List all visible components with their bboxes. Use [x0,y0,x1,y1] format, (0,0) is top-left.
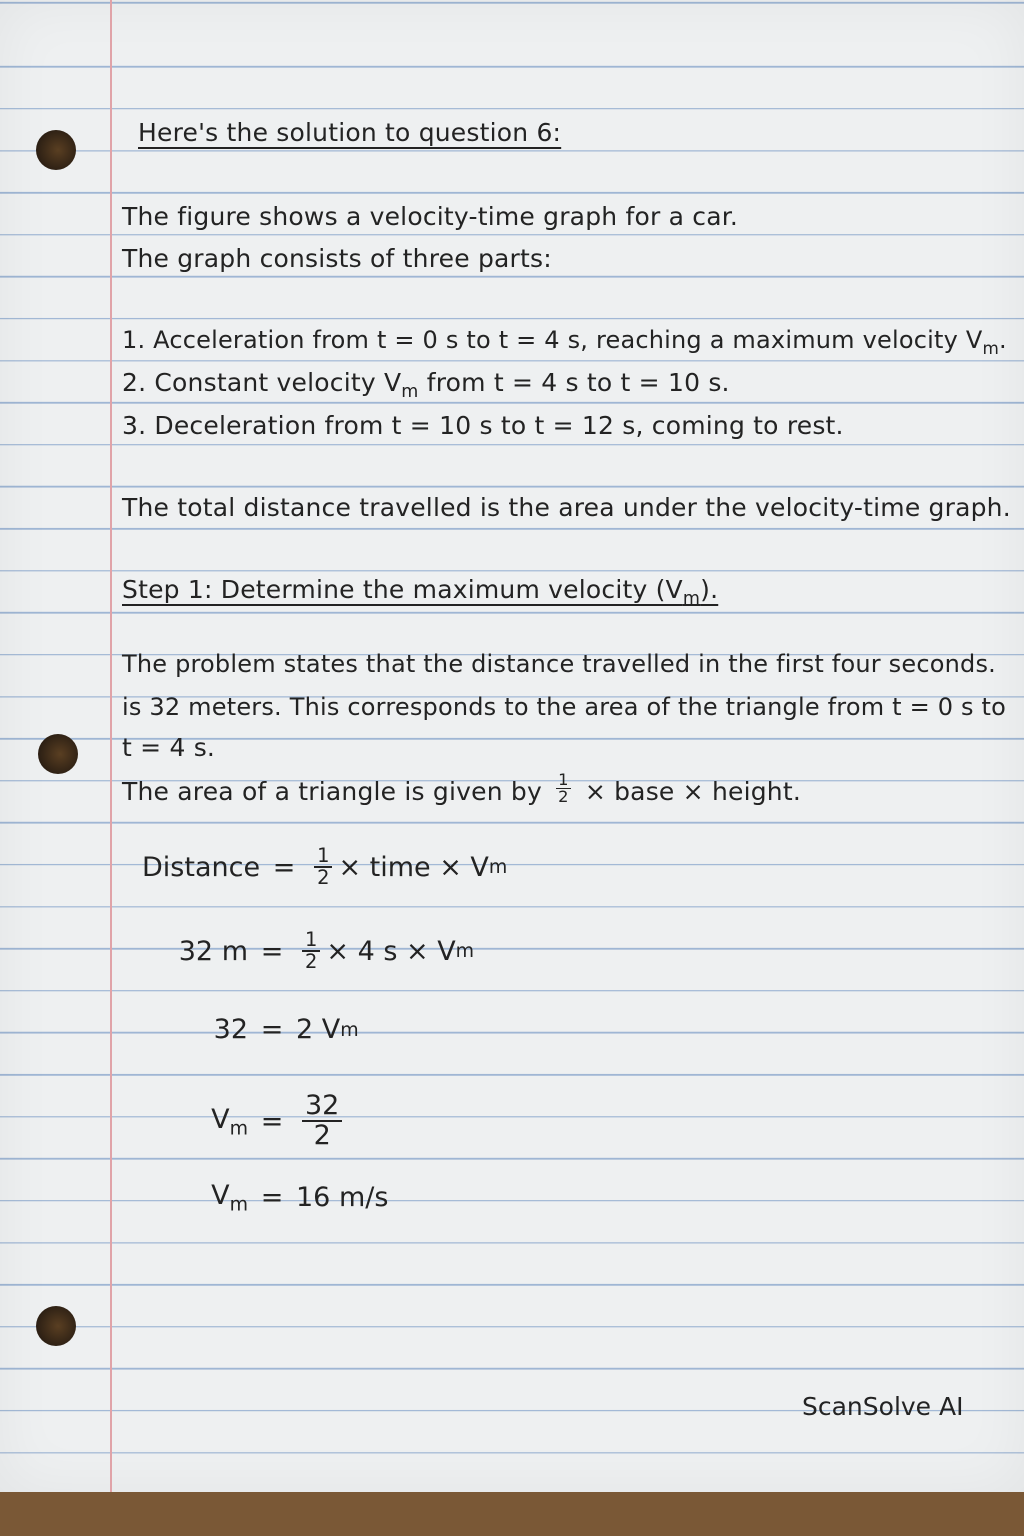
problem-line-3: t = 4 s. [122,733,216,762]
problem-line-1: The problem states that the distance travelled in the first four seconds. [122,650,996,678]
equation-vm-result: $V_m$ = 16 m/s [211,1180,389,1216]
punch-hole-middle [38,734,78,774]
triangle-formula: The area of a triangle is given by $\frac{1}{2}$ × base × height. [122,770,801,807]
fraction-one-half: $\frac{1}{2}$ [302,930,320,973]
part-2: 2. Constant velocity $V_m$ from t = 4 s to t = 10 s. [122,368,730,403]
equation-distance: Distance = $\frac{1}{2}$ × time × V m [142,844,508,890]
problem-line-2: is 32 meters. This corresponds to the area of the triangle from t = 0 s to [122,693,1007,721]
step-1-heading: Step 1: Determine the maximum velocity $(V_m)$. [122,575,719,610]
part-3: 3. Deceleration from t = 10 s to t = 12 s, coming to rest. [122,411,844,440]
fraction-one-half: $\frac{1}{2}$ [558,770,569,807]
equation-substitution: 32 m = $\frac{1}{2}$ × 4 s × V m [178,928,475,974]
equation-vm-fraction: $V_m$ = $\frac{32}{2}$ [200,1092,348,1151]
intro-line-1: The figure shows a velocity-time graph for a car. [122,202,739,231]
fraction-32-over-2: $\frac{32}{2}$ [302,1092,342,1151]
intro-line-2: The graph consists of three parts: [122,244,552,273]
punch-hole-bottom [36,1306,76,1346]
part-1: 1. Acceleration from t = 0 s to t = 4 s, reaching a maximum velocity $V_m$. [122,326,1007,358]
equation-simplified: 32 = 2 V m [213,1014,359,1045]
area-note: The total distance travelled is the area under the velocity-time graph. [122,493,1011,522]
page-title: Here's the solution to question 6: [138,118,562,147]
brand-watermark: ScanSolve AI [802,1392,964,1421]
punch-hole-top [36,130,76,170]
margin-line [110,0,112,1492]
fraction-one-half: $\frac{1}{2}$ [314,846,332,889]
